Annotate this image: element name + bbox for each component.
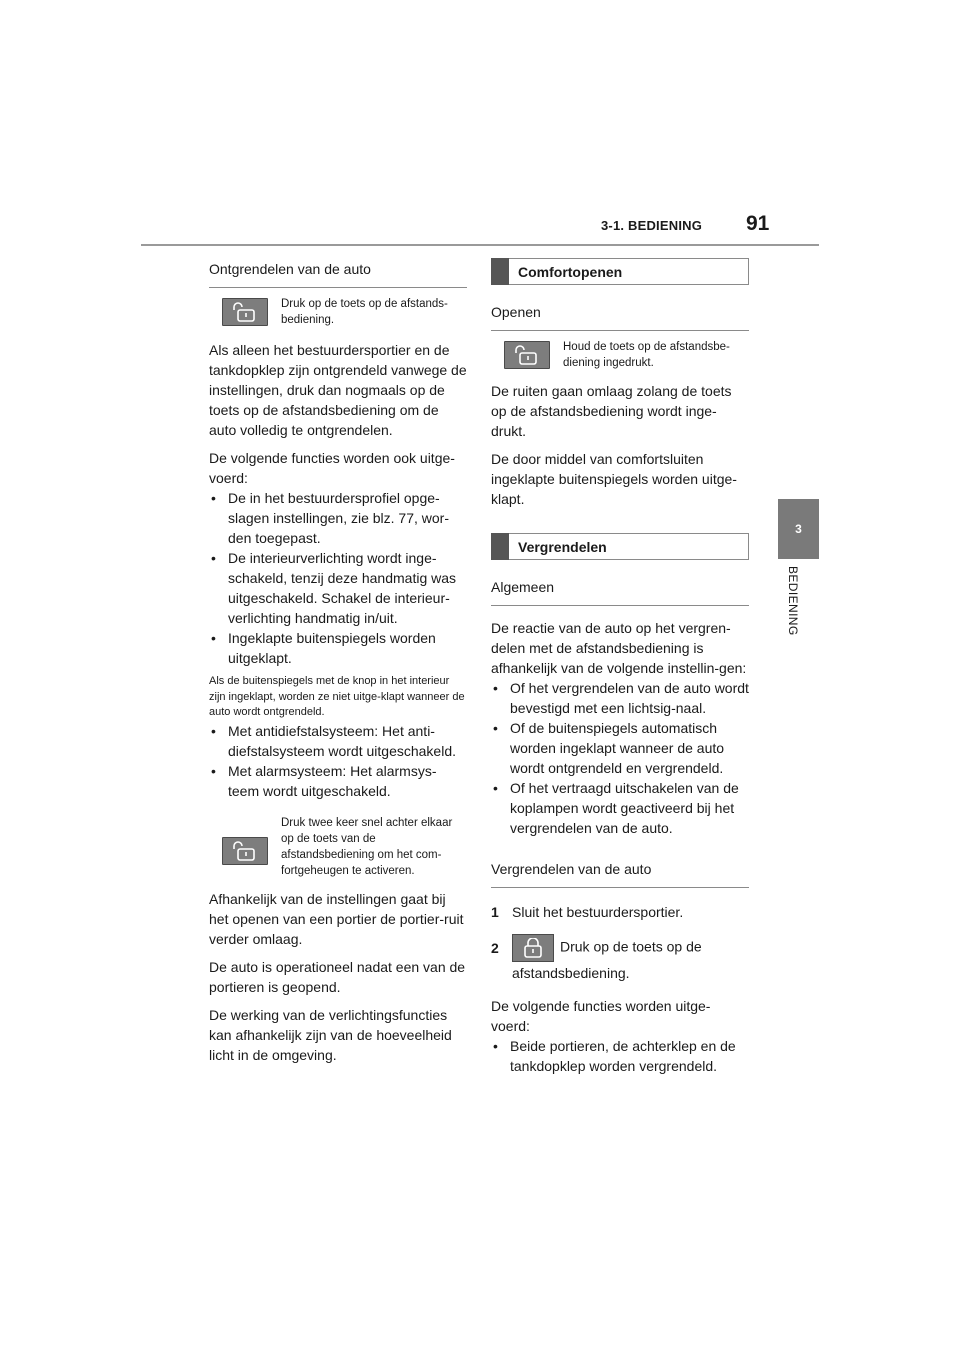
heading-bar (491, 258, 509, 285)
heading-text: Comfortopenen (518, 264, 623, 280)
heading-vergrendelen-auto: Vergrendelen van de auto (491, 858, 749, 888)
section-title: 3-1. BEDIENING (601, 218, 703, 233)
section-heading-comfortopenen (491, 258, 749, 285)
heading-bar (491, 533, 509, 560)
unlock-key-row (209, 298, 467, 328)
step-text: Druk op de toets op de afstandsbediening. (512, 938, 702, 981)
paragraph: De door middel van comfortsluiten ingeklapte buitenspiegels worden uitge-klapt. (491, 451, 737, 507)
step-2-content (512, 934, 742, 984)
comfort-open-key-row (491, 341, 749, 371)
step-number: 1 (491, 904, 499, 920)
unlock-key-icon (222, 837, 268, 865)
paragraph: De volgende functies worden ook uitge-voerd: (209, 450, 455, 486)
list-item: • Ingeklapte buitenspiegels worden uitgeklapt. (209, 628, 467, 668)
heading-algemeen: Algemeen (491, 576, 749, 606)
paragraph: De reactie van de auto op het vergren-delen met de afstandsbediening is afhankelijk van de volgende instellin-gen: (491, 620, 747, 676)
header-rule (141, 244, 819, 246)
list-item: • De in het bestuurdersprofiel opge-slagen instellingen, zie blz. 77, wor-den toegepast. (209, 488, 467, 548)
paragraph: De auto is operationeel nadat een van de portieren is geopend. (209, 958, 466, 995)
lock-key-icon (512, 934, 554, 962)
paragraph: De ruiten gaan omlaag zolang de toets op de afstandsbediening wordt inge-drukt. (491, 383, 732, 439)
paragraph: Afhankelijk van de instellingen gaat bij het openen van een portier de portier-ruit verder omlaag. (209, 890, 464, 947)
unlock-key-note: Druk op de toets op de afstands- bediening. (281, 298, 448, 326)
paragraph: De volgende functies worden uitge-voerd: (491, 998, 711, 1034)
heading-ontgrendelen: Ontgrendelen van de auto (209, 258, 467, 288)
functions-list-2 (209, 721, 467, 801)
unlock-key-icon (222, 298, 268, 326)
left-column (209, 258, 467, 1065)
comfort-key-note: Druk twee keer snel achter elkaar op de toets van de afstandsbediening om het com-fortgeheugen te activeren. (281, 816, 453, 877)
chapter-side-label: BEDIENING (786, 566, 800, 636)
list-item: • De interieurverlichting wordt inge-schakeld, tenzij deze handmatig was uitgeschakeld. Schakel de interieur-verlichting handmatig in/uit. (209, 548, 467, 628)
page-number: 91 (746, 212, 770, 235)
comfort-key-row (209, 815, 467, 879)
step-number: 2 (491, 940, 499, 956)
list-item: • Of de buitenspiegels automatisch worden ingeklapt wanneer de auto wordt ontgrendeld en vergrendeld. (491, 718, 749, 778)
settings-list (491, 678, 749, 838)
lock-functions-list (491, 1036, 749, 1076)
heading-text: Vergrendelen (518, 539, 607, 555)
list-item: • Met antidiefstalsysteem: Het anti-diefstalsysteem wordt uitgeschakeld. (209, 721, 467, 761)
list-item: • Of het vertraagd uitschakelen van de koplampen wordt geactiveerd bij het vergrendelen van de auto. (491, 778, 749, 838)
list-item: • Of het vergrendelen van de auto wordt bevestigd met een lichtsig-naal. (491, 678, 749, 718)
right-column (491, 258, 749, 1076)
step-2 (491, 934, 749, 984)
heading-openen: Openen (491, 301, 749, 331)
list-item: • Beide portieren, de achterklep en de tankdopklep worden vergrendeld. (491, 1036, 749, 1076)
list-item: • Met alarmsysteem: Het alarmsys-teem wordt uitgeschakeld. (209, 761, 467, 801)
mirror-note: Als de buitenspiegels met de knop in het interieur zijn ingeklapt, worden ze niet uitge-klapt wanneer de auto wordt ontgrendeld. (209, 675, 465, 718)
step-1 (491, 902, 749, 922)
paragraph: Als alleen het bestuurdersportier en de tankdopklep zijn ontgrendeld vanwege de instellingen, druk dan nogmaals op de toets op de afstandsbediening om de auto volledig te ontgrendelen. (209, 342, 467, 438)
comfort-open-key-note: Houd de toets op de afstandsbe-diening ingedrukt. (563, 341, 730, 369)
unlock-key-icon (504, 341, 550, 369)
section-heading-vergrendelen (491, 533, 749, 560)
chapter-tab: 3 (778, 499, 819, 559)
paragraph: De werking van de verlichtingsfuncties kan afhankelijk zijn van de hoeveelheid licht in de omgeving. (209, 1006, 452, 1063)
step-text: Sluit het bestuurdersportier. (512, 904, 684, 920)
functions-list (209, 488, 467, 668)
